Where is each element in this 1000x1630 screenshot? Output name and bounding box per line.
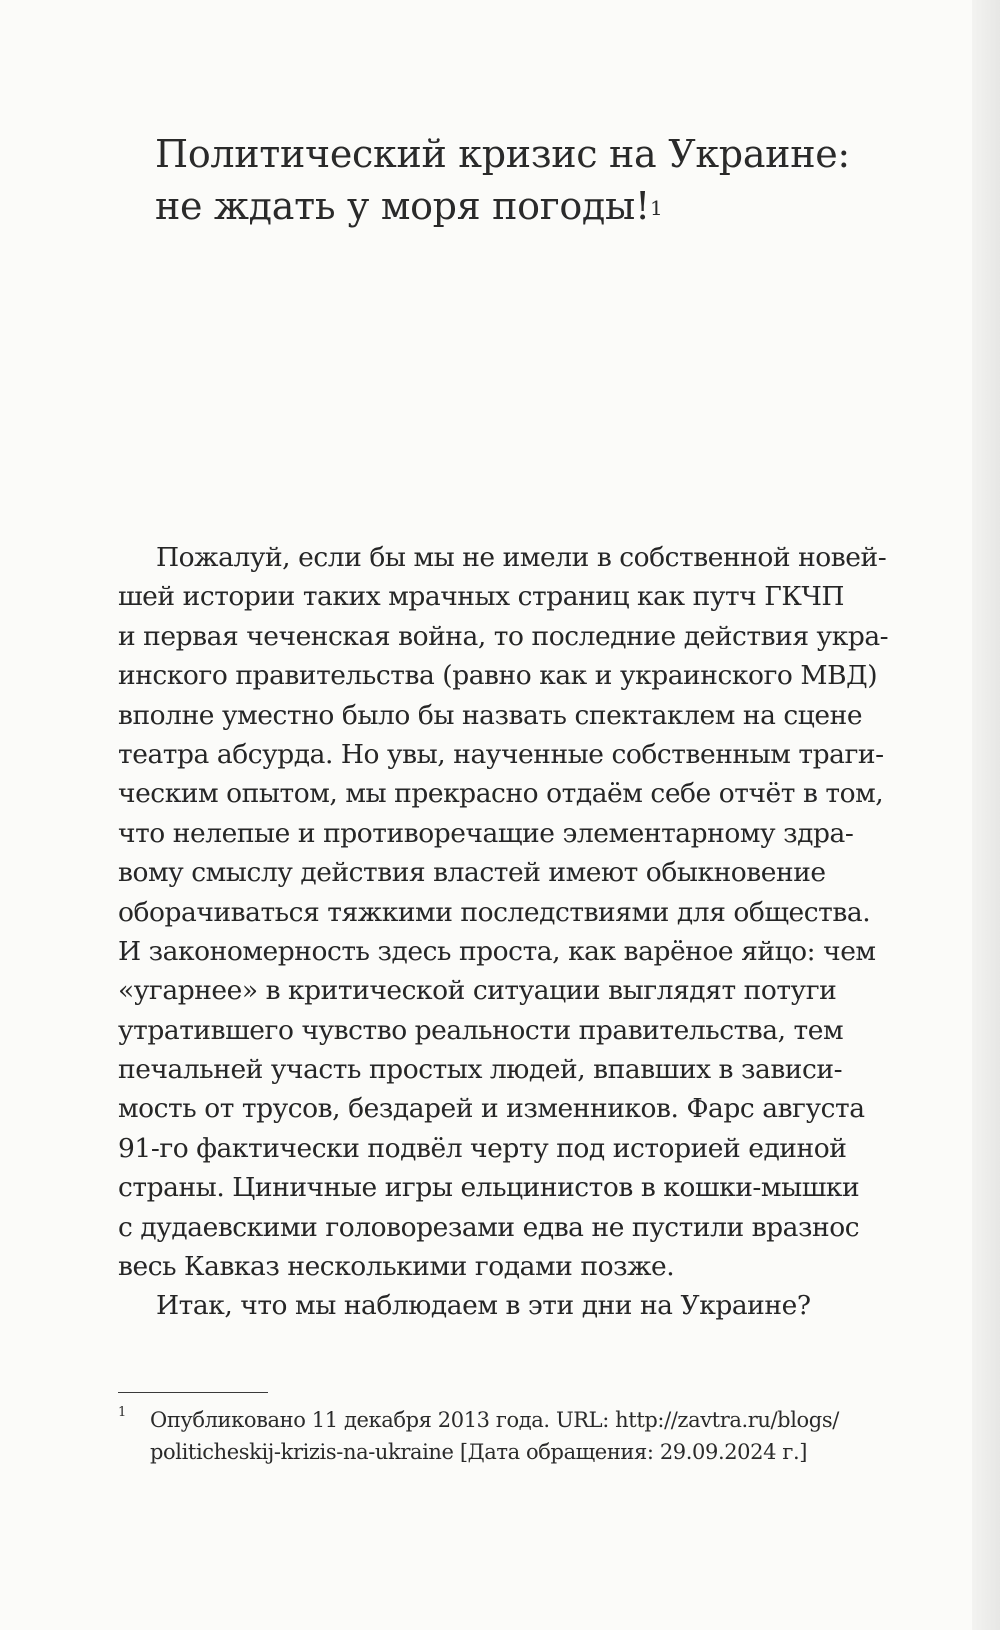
body-line: вполне уместно было бы назвать спектаклем на сцене xyxy=(118,699,863,731)
body-line: и первая чеченская война, то последние действия укра- xyxy=(118,620,889,652)
footnote xyxy=(118,1404,918,1468)
footnote-line-2: politicheskij-krizis-na-ukraine [Дата обращения: 29.09.2024 г.] xyxy=(150,1440,808,1464)
chapter-title xyxy=(155,128,895,232)
body-line: мость от трусов, бездарей и изменников. Фарс августа xyxy=(118,1093,865,1125)
body-line: шей истории таких мрачных страниц как путч ГКЧП xyxy=(118,581,845,613)
body-line: страны. Циничные игры ельцинистов в кошки-мышки xyxy=(118,1172,860,1204)
body-line: утратившего чувство реальности правительства, тем xyxy=(118,1014,844,1046)
body-line: театра абсурда. Но увы, наученные собственным траги- xyxy=(118,738,884,770)
body-paragraph-last: Итак, что мы наблюдаем в эти дни на Украине? xyxy=(156,1290,811,1322)
body-line: И закономерность здесь проста, как варёное яйцо: чем xyxy=(118,935,876,967)
body-line: оборачиваться тяжкими последствиями для общества. xyxy=(118,896,871,928)
chapter-title-line-1: Политический кризис на Украине: xyxy=(155,132,850,176)
body-line: 91-го фактически подвёл черту под историей единой xyxy=(118,1132,847,1164)
body-line: инского правительства (равно как и украинского МВД) xyxy=(118,660,878,692)
body-line: печальней участь простых людей, впавших в зависи- xyxy=(118,1054,843,1086)
page-edge-shadow xyxy=(972,0,1000,1630)
chapter-title-line-2: не ждать у моря погоды! xyxy=(155,184,650,228)
body-line: Пожалуй, если бы мы не имели в собственной новей- xyxy=(156,542,887,573)
body-line: «угарнее» в критической ситуации выглядят потуги xyxy=(118,975,837,1007)
footnote-mark: 1 xyxy=(118,1405,126,1420)
footnote-divider xyxy=(118,1392,268,1393)
body-text xyxy=(118,538,918,1326)
body-line: весь Кавказ несколькими годами позже. xyxy=(118,1251,675,1283)
body-line: с дудаевскими головорезами едва не пустили вразнос xyxy=(118,1211,860,1243)
body-line: что нелепые и противоречащие элементарному здра- xyxy=(118,817,854,849)
footnote-line-1: Опубликовано 11 декабря 2013 года. URL: http://zavtra.ru/blogs/ xyxy=(150,1408,839,1432)
body-line: ческим опытом, мы прекрасно отдаём себе отчёт в том, xyxy=(118,778,884,810)
body-line: вому смыслу действия властей имеют обыкновение xyxy=(118,857,826,889)
footnote-reference: 1 xyxy=(649,196,663,220)
